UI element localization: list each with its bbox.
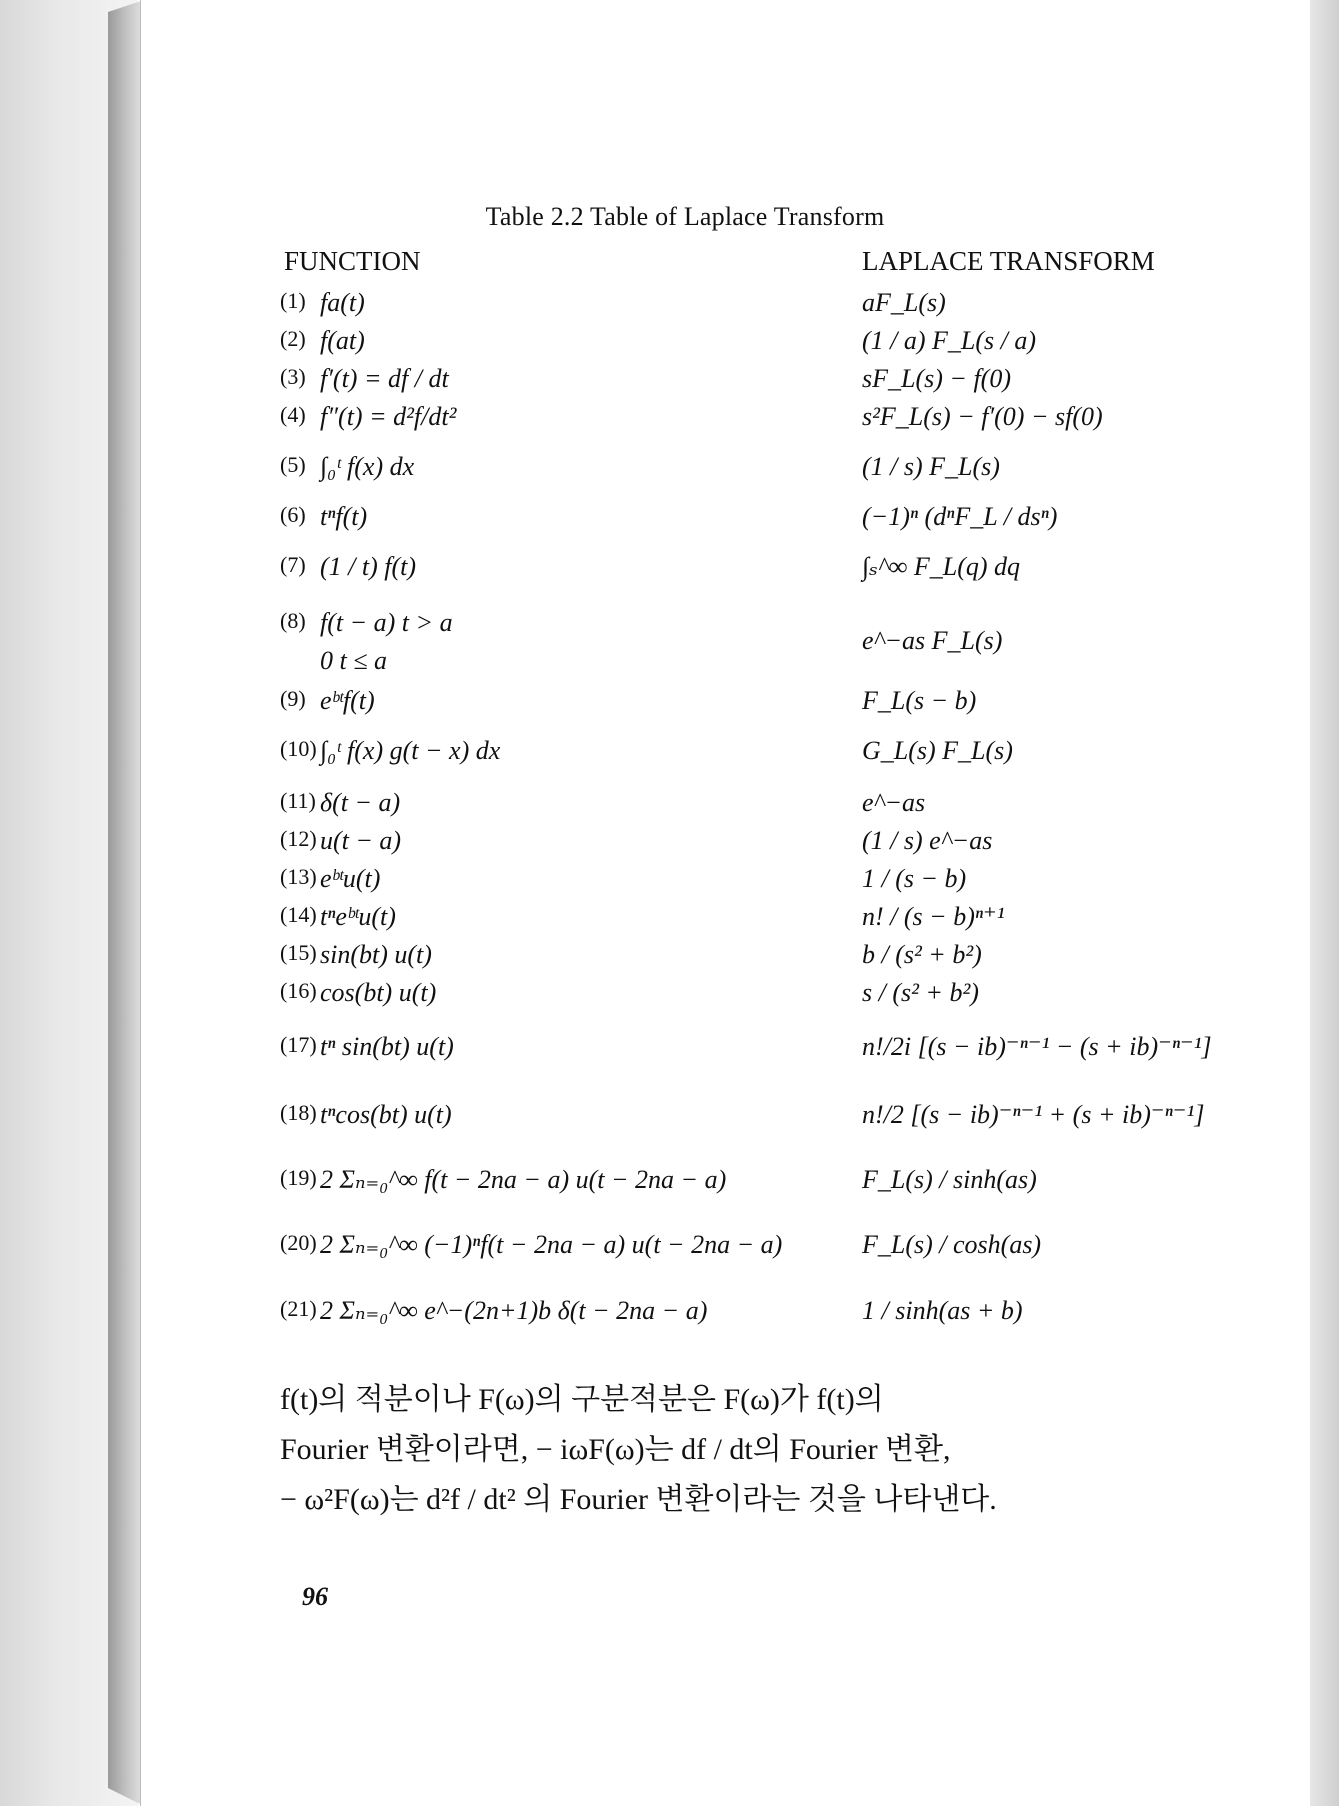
function-cell: 2 Σₙ₌₀^∞ (−1)ⁿf(t − 2na − a) u(t − 2na − a) <box>320 1230 783 1259</box>
function-cell: ∫₀ᵗ f(x) g(t − x) dx <box>320 736 501 765</box>
transform-cell: e^−as F_L(s) <box>862 626 1003 655</box>
function-cell: ∫₀ᵗ f(x) dx <box>320 452 415 481</box>
paragraph-line: f(t)의 적분이나 F(ω)의 구분적분은 F(ω)가 f(t)의 <box>280 1383 884 1416</box>
row-number: (10) <box>280 736 317 761</box>
transform-cell: s / (s² + b²) <box>862 978 979 1007</box>
transform-cell: n! / (s − b)ⁿ⁺¹ <box>862 902 1005 931</box>
function-cell: tⁿeᵇᵗu(t) <box>320 902 396 931</box>
transform-cell: F_L(s − b) <box>862 686 977 715</box>
row-number: (5) <box>280 452 306 477</box>
transform-cell: (1 / a) F_L(s / a) <box>862 326 1037 355</box>
row-number: (14) <box>280 902 317 927</box>
column-header-function: FUNCTION <box>284 246 421 276</box>
row-number: (13) <box>280 864 317 889</box>
row-number: (17) <box>280 1032 317 1057</box>
column-header-transform: LAPLACE TRANSFORM <box>862 246 1155 276</box>
transform-cell: (1 / s) F_L(s) <box>862 452 1000 481</box>
function-cell: 2 Σₙ₌₀^∞ e^−(2n+1)b δ(t − 2na − a) <box>320 1296 708 1325</box>
page-number: 96 <box>302 1582 328 1611</box>
paragraph-line: Fourier 변환이라면, − iωF(ω)는 df / dt의 Fourier 변환, <box>280 1433 951 1466</box>
transform-cell: F_L(s) / sinh(as) <box>862 1165 1037 1194</box>
transform-cell: 1 / sinh(as + b) <box>862 1296 1023 1325</box>
row-number: (18) <box>280 1100 317 1125</box>
transform-cell: b / (s² + b²) <box>862 940 982 969</box>
function-cell: cos(bt) u(t) <box>320 978 437 1007</box>
row-number: (1) <box>280 288 306 313</box>
book-spine <box>108 0 144 1806</box>
row-number: (21) <box>280 1296 317 1321</box>
transform-cell: aF_L(s) <box>862 288 946 317</box>
transform-cell: (1 / s) e^−as <box>862 826 993 855</box>
transform-cell: s²F_L(s) − f′(0) − sf(0) <box>862 402 1103 431</box>
function-cell: 2 Σₙ₌₀^∞ f(t − 2na − a) u(t − 2na − a) <box>320 1165 727 1194</box>
row-number: (9) <box>280 686 306 711</box>
row-number: (8) <box>280 608 306 633</box>
function-cell: f″(t) = d²f/dt² <box>320 402 457 431</box>
transform-cell: F_L(s) / cosh(as) <box>862 1230 1042 1259</box>
row-number: (19) <box>280 1165 317 1190</box>
function-cell: fa(t) <box>320 288 365 317</box>
function-cell: f′(t) = df / dt <box>320 364 449 393</box>
function-cell: sin(bt) u(t) <box>320 940 432 969</box>
row-number: (2) <box>280 326 306 351</box>
transform-cell: 1 / (s − b) <box>862 864 967 893</box>
page-right-edge <box>1310 0 1339 1806</box>
transform-cell: (−1)ⁿ (dⁿF_L / dsⁿ) <box>862 502 1058 531</box>
function-cell-continuation: 0 t ≤ a <box>320 646 387 675</box>
transform-cell: G_L(s) F_L(s) <box>862 736 1013 765</box>
transform-cell: e^−as <box>862 788 926 817</box>
row-number: (3) <box>280 364 306 389</box>
table-title: Table 2.2 Table of Laplace Transform <box>485 202 885 231</box>
row-number: (20) <box>280 1230 317 1255</box>
row-number: (12) <box>280 826 317 851</box>
row-number: (16) <box>280 978 317 1003</box>
function-cell: tⁿ sin(bt) u(t) <box>320 1032 454 1061</box>
function-cell: tⁿcos(bt) u(t) <box>320 1100 452 1129</box>
function-cell: tⁿf(t) <box>320 502 368 531</box>
row-number: (11) <box>280 788 316 813</box>
function-cell: δ(t − a) <box>320 788 401 817</box>
row-number: (15) <box>280 940 317 965</box>
row-number: (6) <box>280 502 306 527</box>
row-number: (7) <box>280 552 306 577</box>
row-number: (4) <box>280 402 306 427</box>
body-paragraph <box>280 1375 1185 1525</box>
function-cell: f(at) <box>320 326 365 355</box>
transform-cell: sF_L(s) − f(0) <box>862 364 1011 393</box>
transform-cell: ∫ₛ^∞ F_L(q) dq <box>862 552 1021 581</box>
paragraph-line: − ω²F(ω)는 d²f / dt² 의 Fourier 변환이라는 것을 나타낸다. <box>280 1483 997 1516</box>
function-cell: eᵇᵗf(t) <box>320 686 375 715</box>
function-cell: (1 / t) f(t) <box>320 552 417 581</box>
transform-cell: n!/2 [(s − ib)⁻ⁿ⁻¹ + (s + ib)⁻ⁿ⁻¹] <box>862 1100 1205 1129</box>
function-cell: f(t − a) t > a <box>320 608 453 637</box>
function-cell: eᵇᵗu(t) <box>320 864 381 893</box>
transform-cell: n!/2i [(s − ib)⁻ⁿ⁻¹ − (s + ib)⁻ⁿ⁻¹] <box>862 1032 1212 1061</box>
function-cell: u(t − a) <box>320 826 402 855</box>
